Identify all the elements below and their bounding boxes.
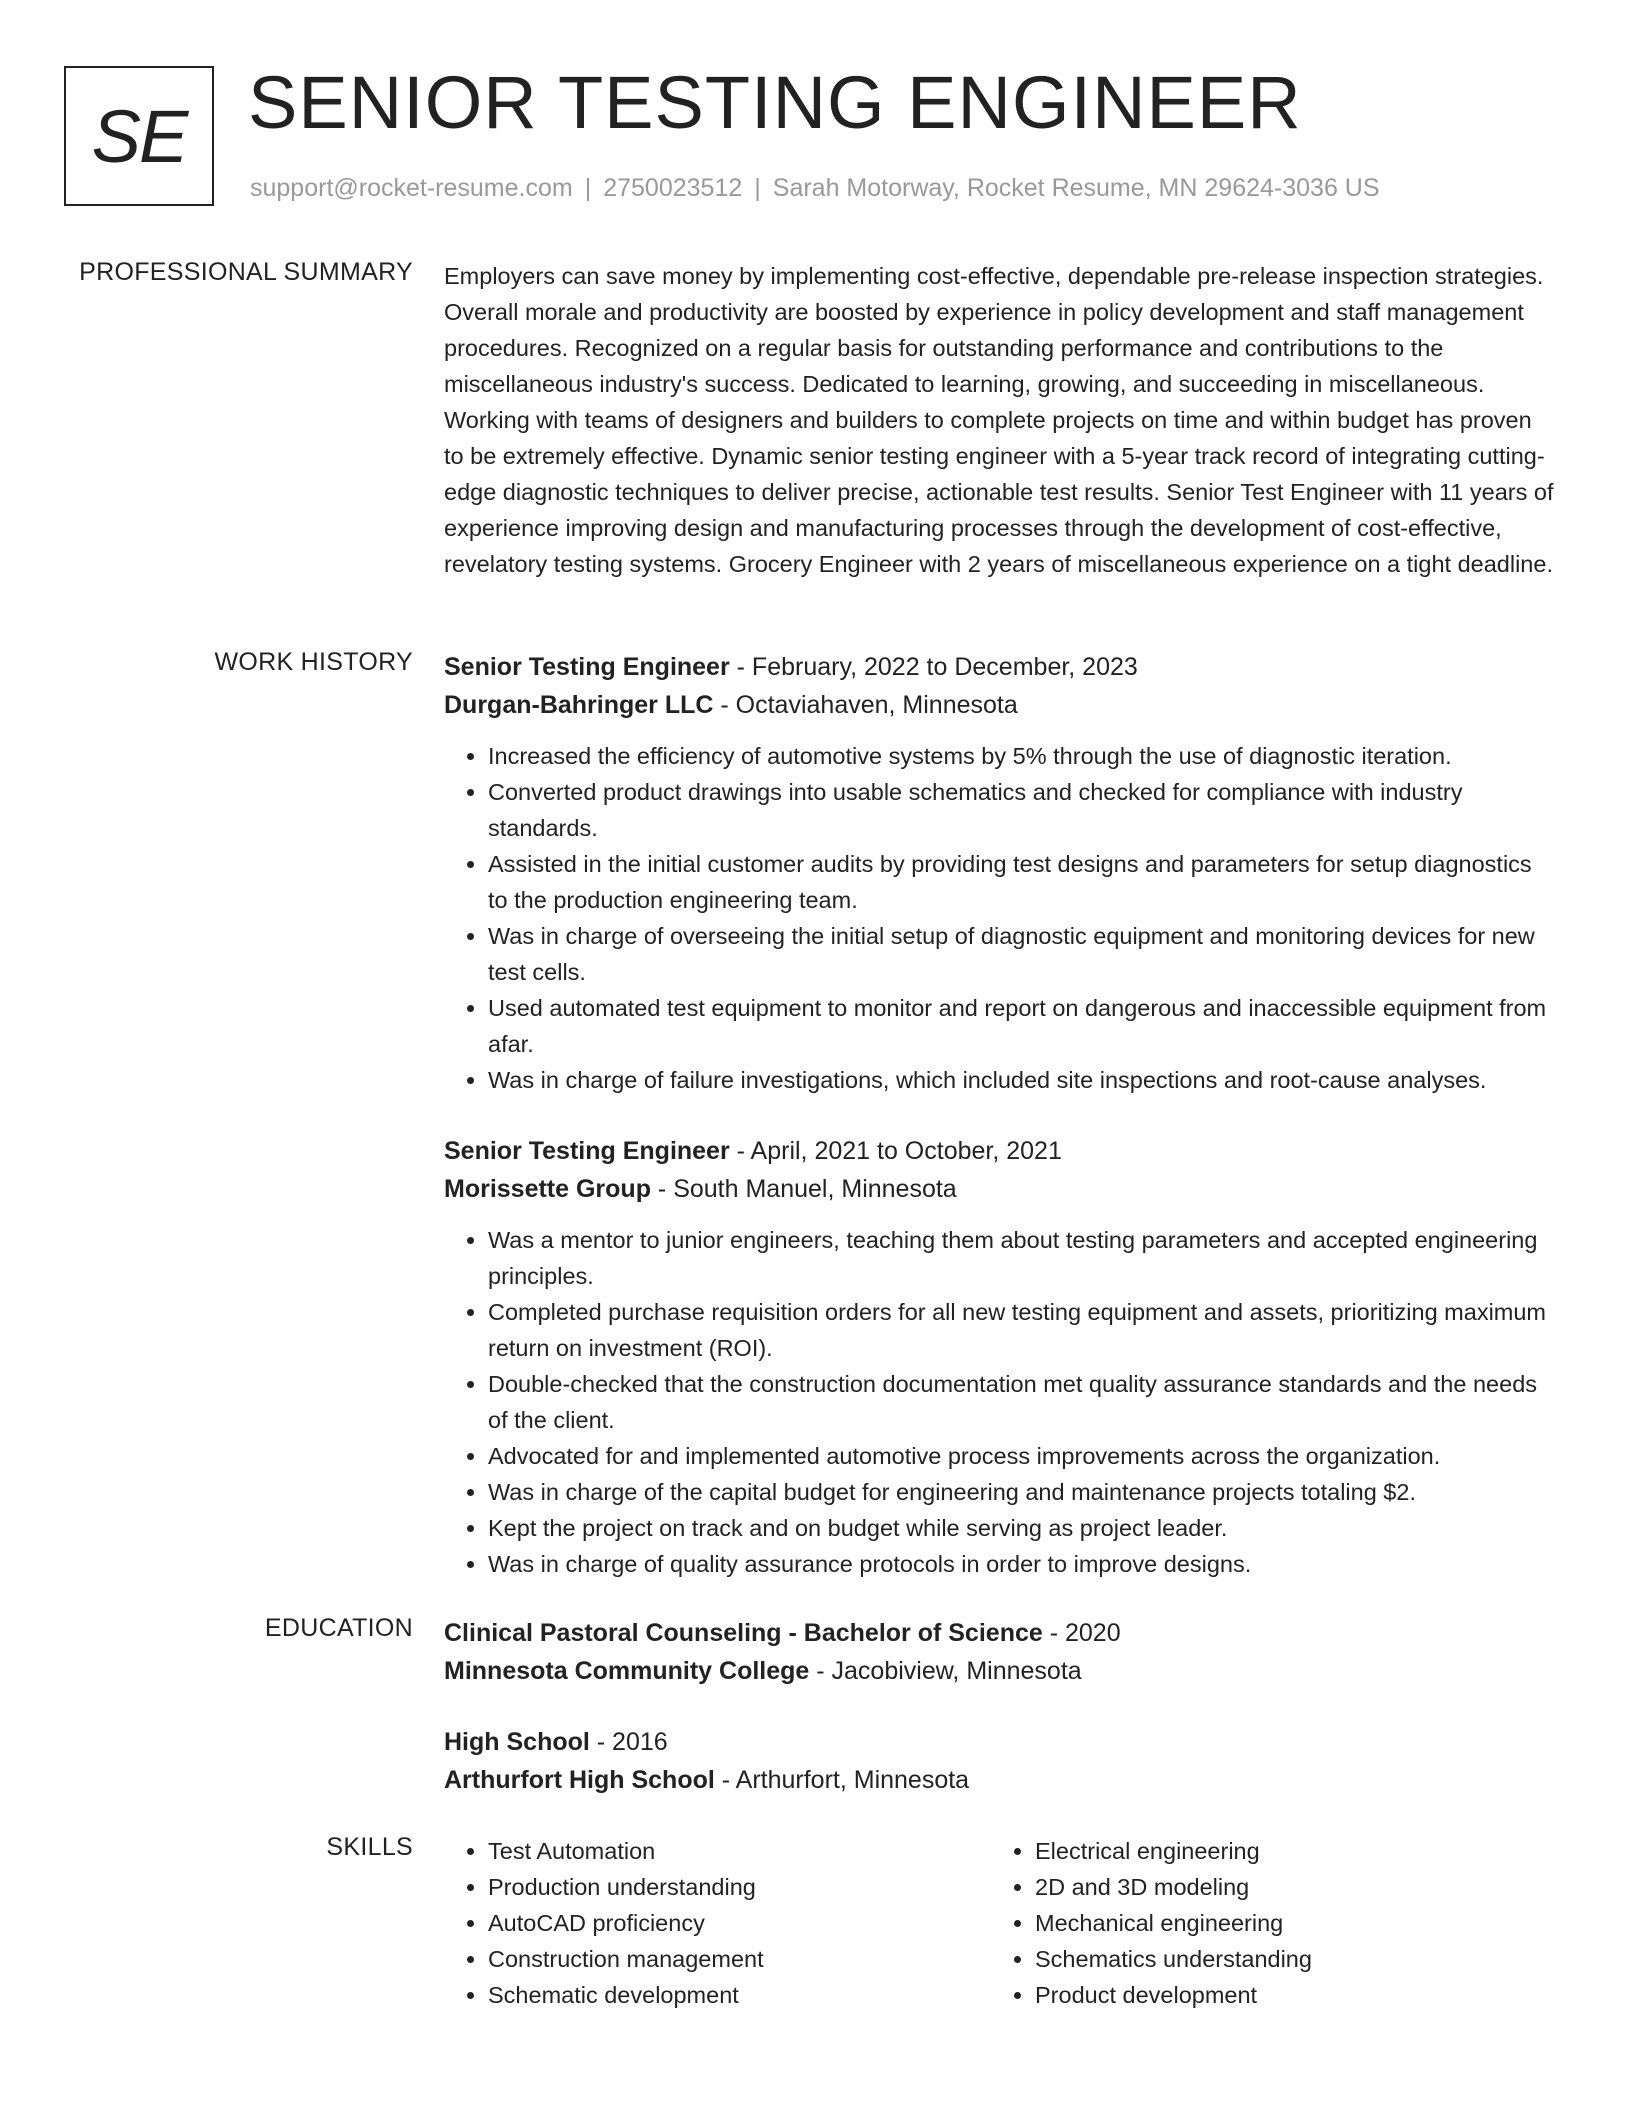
job-bullet: • Converted product drawings into usable schematics and checked for compliance with industry standards.	[488, 774, 1554, 846]
resume-title: SENIOR TESTING ENGINEER	[248, 61, 1302, 144]
education-entry	[444, 1614, 1554, 1690]
education-school: Minnesota Community College	[444, 1657, 810, 1685]
education-body	[444, 1614, 1554, 1799]
job-bullet: • Assisted in the initial customer audits by providing test designs and parameters for setup diagnostics to the production engineering team.	[488, 846, 1554, 918]
education-degree: High School	[444, 1728, 590, 1756]
contact-line	[250, 174, 1380, 203]
job-bullet: • Completed purchase requisition orders for all new testing equipment and assets, prioritizing maximum return on investment (ROI).	[488, 1294, 1554, 1366]
job-company: Durgan-Bahringer LLC	[444, 691, 714, 719]
skill-item: • Electrical engineering	[1035, 1833, 1538, 1869]
skill-item: • AutoCAD proficiency	[488, 1905, 991, 1941]
education-degree-line	[444, 1614, 1554, 1652]
skills-columns	[444, 1833, 1554, 2013]
contact-address: Sarah Motorway, Rocket Resume, MN 29624-3036 US	[772, 174, 1380, 202]
skill-item: • Schematics understanding	[1035, 1941, 1538, 1977]
skill-item: • Construction management	[488, 1941, 991, 1977]
education-entry	[444, 1723, 1554, 1799]
contact-phone: 2750023512	[603, 174, 743, 202]
job-bullet: • Double-checked that the construction documentation met quality assurance standards and the needs of the client.	[488, 1366, 1554, 1438]
job-role: Senior Testing Engineer	[444, 653, 730, 681]
resume-header	[64, 61, 1564, 208]
job-bullet: • Was in charge of the capital budget for engineering and maintenance projects totaling $2.	[488, 1474, 1554, 1510]
job-entry	[444, 648, 1554, 1098]
job-bullet: • Increased the efficiency of automotive systems by 5% through the use of diagnostic iteration.	[488, 738, 1554, 774]
job-company-line	[444, 1170, 1554, 1208]
job-bullet: • Was a mentor to junior engineers, teaching them about testing parameters and accepted engineering principles.	[488, 1222, 1554, 1294]
section-title-skills: SKILLS	[326, 1833, 413, 1861]
job-company-line	[444, 686, 1554, 724]
job-company: Morissette Group	[444, 1175, 651, 1203]
work-history-body	[444, 648, 1554, 1582]
education-degree: Clinical Pastoral Counseling - Bachelor of Science	[444, 1619, 1043, 1647]
job-role-line	[444, 1132, 1554, 1170]
education-school-line	[444, 1652, 1554, 1690]
skill-item: • Product development	[1035, 1977, 1538, 2013]
education-year: - 2016	[589, 1728, 668, 1756]
job-bullet: • Was in charge of overseeing the initial setup of diagnostic equipment and monitoring devices for new test cells.	[488, 918, 1554, 990]
job-entry	[444, 1132, 1554, 1582]
job-location: - South Manuel, Minnesota	[650, 1175, 957, 1203]
education-location: - Arthurfort, Minnesota	[714, 1766, 970, 1794]
job-role-line	[444, 648, 1554, 686]
skills-list-left	[444, 1833, 991, 2013]
education-school-line	[444, 1761, 1554, 1799]
summary-text: Employers can save money by implementing cost-effective, dependable pre-release inspection strategies. Overall morale and productivity are boosted by experience in policy development and staff management procedures. Recognized on a regular basis for outstanding performance and contributions to the miscellaneous industry's success. Dedicated to learning, growing, and succeeding in miscellaneous. Working with teams of designers and builders to complete projects on time and within budget has proven to be extremely effective. Dynamic senior testing engineer with a 5-year track record of integrating cutting-edge diagnostic techniques to deliver precise, actionable test results. Senior Test Engineer with 11 years of experience improving design and manufacturing processes through the development of cost-effective, revelatory testing systems. Grocery Engineer with 2 years of miscellaneous experience on a tight deadline.	[444, 263, 1554, 577]
monogram-logo: SE	[64, 66, 214, 206]
job-bullet: • Kept the project on track and on budget while serving as project leader.	[488, 1510, 1554, 1546]
education-location: - Jacobiview, Minnesota	[809, 1657, 1082, 1685]
contact-separator: |	[754, 174, 761, 202]
skill-item: • Mechanical engineering	[1035, 1905, 1538, 1941]
education-year: - 2020	[1042, 1619, 1121, 1647]
contact-separator: |	[584, 174, 592, 202]
skill-item: • Production understanding	[488, 1869, 991, 1905]
education-school: Arthurfort High School	[444, 1766, 715, 1794]
job-bullet: • Used automated test equipment to monitor and report on dangerous and inaccessible equipment from afar.	[488, 990, 1554, 1062]
job-dates: - February, 2022 to December, 2023	[729, 653, 1138, 681]
section-title-summary: PROFESSIONAL SUMMARY	[79, 258, 413, 286]
job-bullet: • Advocated for and implemented automotive process improvements across the organization.	[488, 1438, 1554, 1474]
contact-email: support@rocket-resume.com	[250, 174, 573, 202]
section-title-education: EDUCATION	[264, 1614, 413, 1642]
skill-item: • Schematic development	[488, 1977, 991, 2013]
job-bullets	[444, 738, 1554, 1098]
summary-body	[444, 258, 1554, 582]
education-degree-line	[444, 1723, 1554, 1761]
job-bullets	[444, 1222, 1554, 1582]
section-title-work-history: WORK HISTORY	[214, 648, 413, 676]
job-bullet: • Was in charge of quality assurance protocols in order to improve designs.	[488, 1546, 1554, 1582]
job-dates: - April, 2021 to October, 2021	[729, 1137, 1062, 1165]
skills-list-right	[991, 1833, 1538, 2013]
skill-item: • Test Automation	[488, 1833, 991, 1869]
skill-item: • 2D and 3D modeling	[1035, 1869, 1538, 1905]
job-bullet: • Was in charge of failure investigations, which included site inspections and root-cause analyses.	[488, 1062, 1554, 1098]
skills-body	[444, 1833, 1554, 2013]
job-role: Senior Testing Engineer	[444, 1137, 730, 1165]
job-location: - Octaviahaven, Minnesota	[713, 691, 1018, 719]
